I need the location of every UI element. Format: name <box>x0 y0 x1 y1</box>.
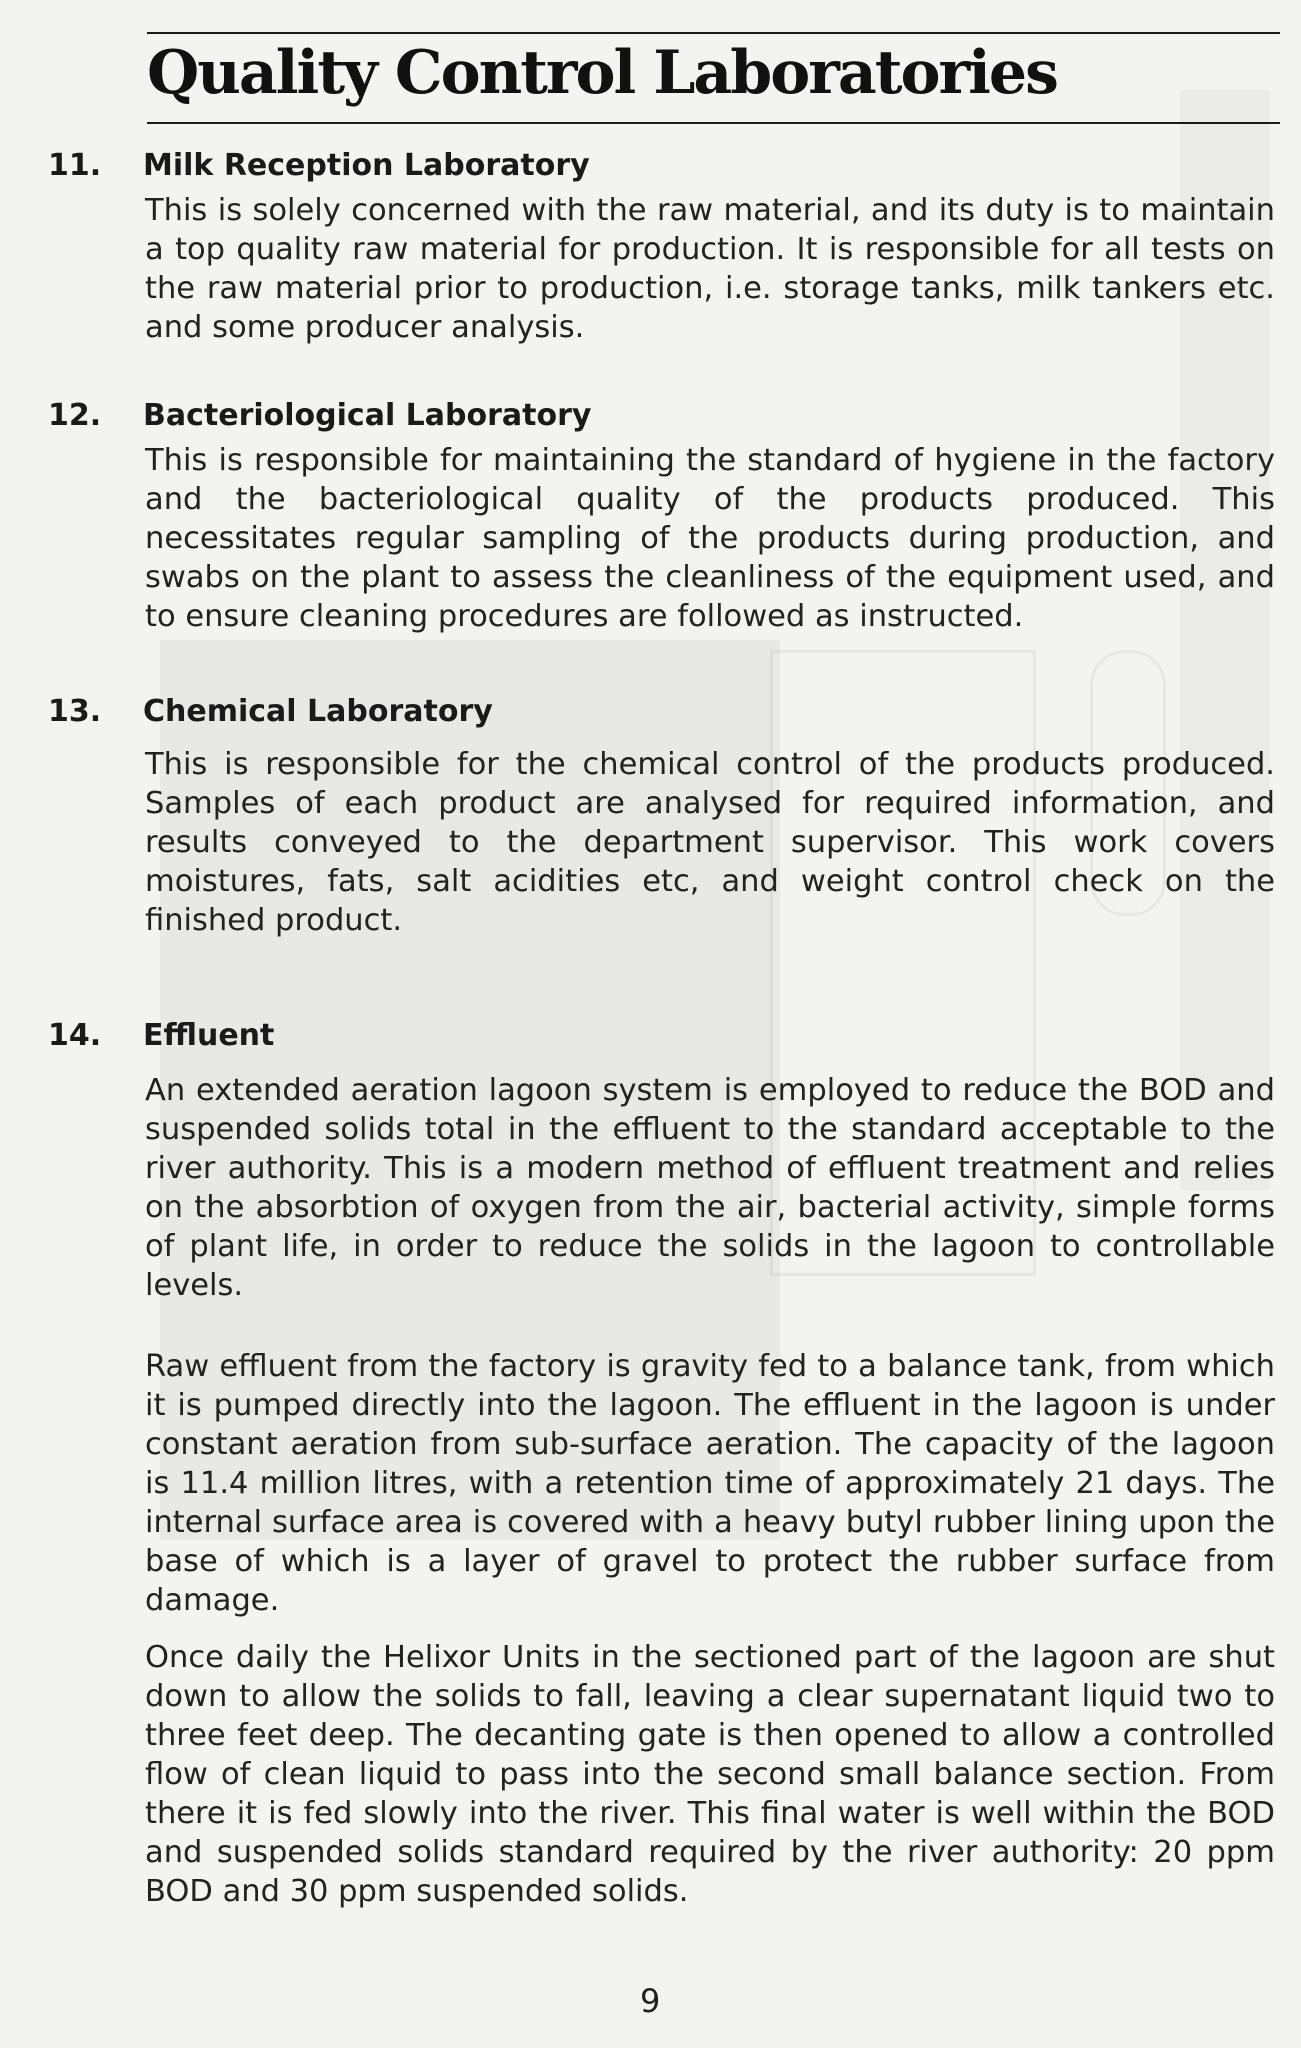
section-number: 11. <box>48 148 102 183</box>
paragraph: This is solely concerned with the raw material, and its duty is to maintain a top quality raw material for production. It is responsible for all tests on the raw material prior to production, i.e. storage tanks, milk tankers etc. and some producer analysis. <box>145 193 1275 345</box>
section-heading <box>48 398 1288 433</box>
section-heading <box>48 148 1288 183</box>
paragraph: An extended aeration lagoon system is employed to reduce the BOD and suspended solids total in the effluent to the standard acceptable to the river authority. This is a modern method of effluent treatment and relies on the absorbtion of oxygen from the air, bacterial activity, simple forms of plant life, in order to reduce the solids in the lagoon to controllable levels. <box>145 1073 1275 1303</box>
title-rule-top <box>147 32 1280 34</box>
section-title: Effluent <box>143 1018 275 1053</box>
title-rule-bottom <box>147 122 1280 124</box>
section-title: Chemical Laboratory <box>143 694 493 729</box>
section-title: Bacteriological Laboratory <box>143 398 592 433</box>
section-bacteriological <box>48 398 1288 636</box>
section-heading <box>48 694 1288 729</box>
section-milk-reception <box>48 148 1288 347</box>
section-number: 13. <box>48 694 102 729</box>
section-number: 12. <box>48 398 102 433</box>
page-title: Quality Control Laboratories <box>147 38 1057 108</box>
section-chemical <box>48 694 1288 940</box>
section-number: 14. <box>48 1018 102 1053</box>
page-number: 9 <box>640 1982 661 2020</box>
paragraph: Once daily the Helixor Units in the sectioned part of the lagoon are shut down to allow the solids to fall, leaving a clear supernatant liquid two to three feet deep. The decanting gate is then opened to allow a controlled flow of clean liquid to pass into the second small balance section. From there it is fed slowly into the river. This final water is well within the BOD and suspended solids standard required by the river authority: 20 ppm BOD and 30 ppm suspended solids. <box>145 1640 1275 1909</box>
paragraph: Raw effluent from the factory is gravity fed to a balance tank, from which it is pumped directly into the lagoon. The effluent in the lagoon is under constant aeration from sub-surface aeration. The capacity of the lagoon is 11.4 million litres, with a retention time of approximately 21 days. The internal surface area is covered with a heavy butyl rubber lining upon the base of which is a layer of gravel to protect the rubber surface from damage. <box>145 1349 1275 1618</box>
section-heading <box>48 1018 1288 1053</box>
paragraph: This is responsible for maintaining the standard of hygiene in the factory and the bacteriological quality of the products produced. This necessitates regular sampling of the products during production, and swabs on the plant to assess the cleanliness of the equipment used, and to ensure cleaning procedures are followed as instructed. <box>145 443 1275 634</box>
paragraph: This is responsible for the chemical control of the products produced. Samples of each product are analysed for required information, and results conveyed to the department supervisor. This work covers moistures, fats, salt acidities etc, and weight control check on the finished product. <box>145 747 1275 938</box>
section-title: Milk Reception Laboratory <box>143 148 590 183</box>
section-effluent <box>48 1018 1288 1911</box>
